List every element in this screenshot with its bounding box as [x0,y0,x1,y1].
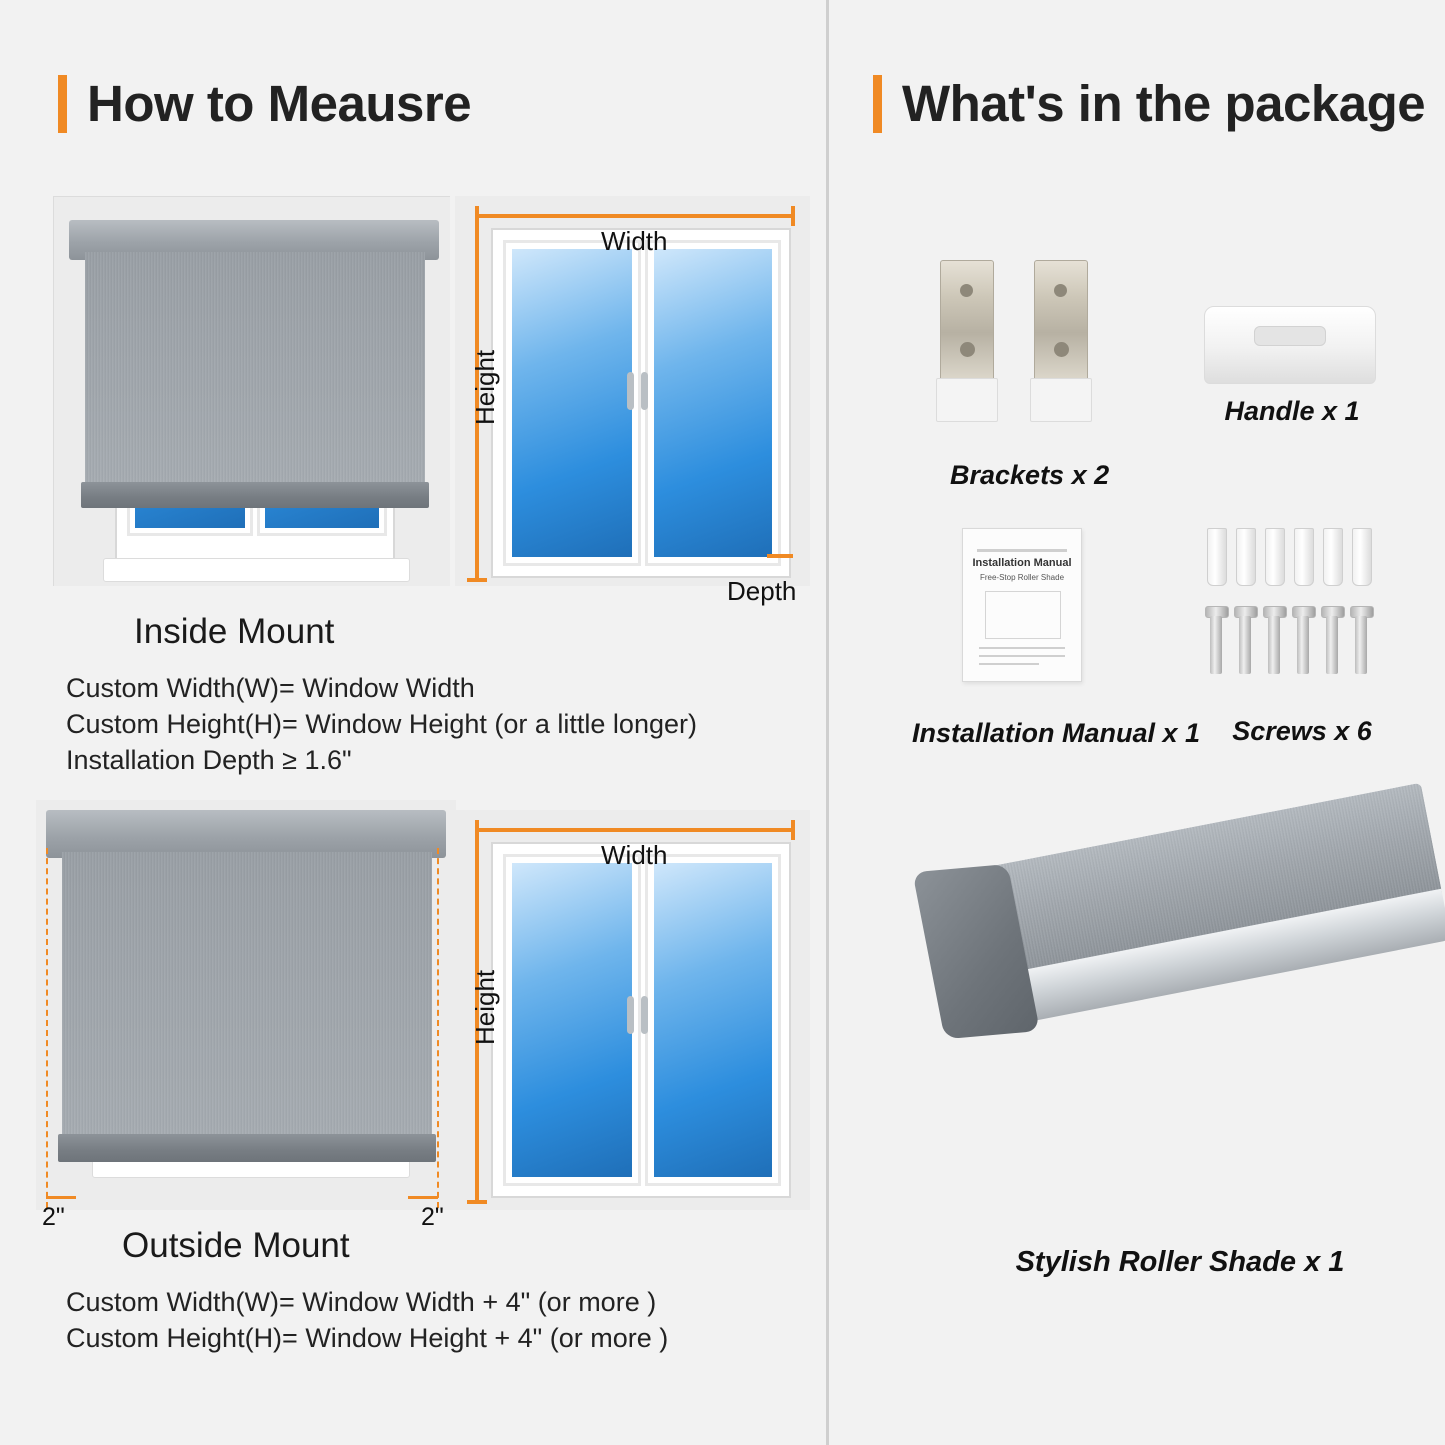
depth-dimension-line [767,554,793,558]
screw-icon [1355,616,1367,674]
screw-icon [1268,616,1280,674]
package-item-brackets [930,250,1110,450]
bracket-hole [960,342,975,357]
manual-rule [979,647,1065,649]
bracket-foot [936,378,998,422]
manual-illustration [985,591,1061,639]
manual-rule [979,663,1039,665]
screw-icon [1297,616,1309,674]
bracket-foot [1030,378,1092,422]
handle-grip-slot [1254,326,1326,346]
inside-mount-lines [66,670,697,778]
bracket-hole [1054,342,1069,357]
manual-icon [962,528,1082,682]
width-dimension-line [475,828,795,832]
screw-icon [1326,616,1338,674]
wall-anchor-icon [1265,528,1285,586]
height-tick-bottom [467,1200,487,1204]
overhang-guide-right [437,848,439,1208]
outside-width-label: Width [601,840,668,870]
roller-shade-icon [920,783,1445,1185]
right-heading-text: What's in the package [902,75,1426,132]
package-item-screws [1205,528,1385,678]
outside-height-label: Height [470,969,500,1045]
manual-caption: Installation Manual x 1 [912,718,1201,748]
outside-mount-lines [66,1284,668,1356]
window-sill [103,558,410,582]
wall-anchor-icon [1207,528,1227,586]
heading-accent-bar [58,75,67,133]
inside-mount-photo [53,196,450,586]
panel-divider [826,0,829,1445]
shade-fabric [85,252,425,484]
window-glass-right [654,863,772,1177]
bracket-hole [1054,284,1067,297]
bracket-hole [960,284,973,297]
inside-depth-label: Depth [727,576,797,606]
window-glass-left [512,863,632,1177]
overhang-label-right: 2" [421,1203,444,1231]
overhang-label-left: 2" [42,1203,65,1231]
screw-icon [1210,616,1222,674]
shade-headrail [46,810,446,858]
inside-width-label: Width [601,226,668,256]
shade-bottom-bar [81,482,429,508]
inside-mount-line-1: Custom Width(W)= Window Width [66,673,475,703]
screw-icon [1239,616,1251,674]
package-item-handle [1204,306,1374,392]
manual-rule [977,549,1067,552]
bracket-icon [1034,260,1088,382]
window-handle-left [627,372,634,410]
window-handle-right [641,372,648,410]
outside-mount-line-2: Custom Height(H)= Window Height + 4" (or more ) [66,1323,669,1353]
wall-anchor-icon [1352,528,1372,586]
shade-bottom-bar [58,1134,436,1162]
window-glass-left [512,249,632,557]
overhang-guide-left [46,848,48,1208]
width-tick-right [791,820,795,840]
manual-rule [979,655,1065,657]
height-tick-bottom [467,578,487,582]
right-panel-heading [873,74,1425,133]
inside-mount-line-3: Installation Depth ≥ 1.6" [66,745,352,775]
window-glass-right [654,249,772,557]
left-heading-text: How to Meausre [87,75,472,132]
heading-accent-bar [873,75,882,133]
brackets-caption: Brackets x 2 [950,460,1110,490]
inside-height-label: Height [470,349,500,425]
window-handle-left [627,996,634,1034]
outside-mount-title: Outside Mount [122,1226,350,1265]
wall-anchor-icon [1294,528,1314,586]
bracket-icon [940,260,994,382]
wall-anchor-icon [1236,528,1256,586]
outside-mount-line-1: Custom Width(W)= Window Width + 4" (or more ) [66,1287,657,1317]
manual-cover-title: Installation Manual [972,557,1072,569]
overhang-arrow-left [46,1196,76,1199]
width-tick-right [791,206,795,226]
left-panel-heading [58,74,471,133]
shade-fabric [62,852,432,1136]
width-dimension-line [475,214,795,218]
roller-shade-caption: Stylish Roller Shade x 1 [1015,1246,1345,1278]
window-handle-right [641,996,648,1034]
inside-mount-title: Inside Mount [134,612,335,651]
screws-caption: Screws x 6 [1232,716,1372,746]
overhang-arrow-right [408,1196,438,1199]
outside-mount-photo [36,800,456,1210]
handle-caption: Handle x 1 [1224,396,1360,426]
inside-mount-line-2: Custom Height(H)= Window Height (or a little longer) [66,709,697,739]
wall-anchor-icon [1323,528,1343,586]
manual-cover-subtitle: Free-Stop Roller Shade [979,573,1065,582]
